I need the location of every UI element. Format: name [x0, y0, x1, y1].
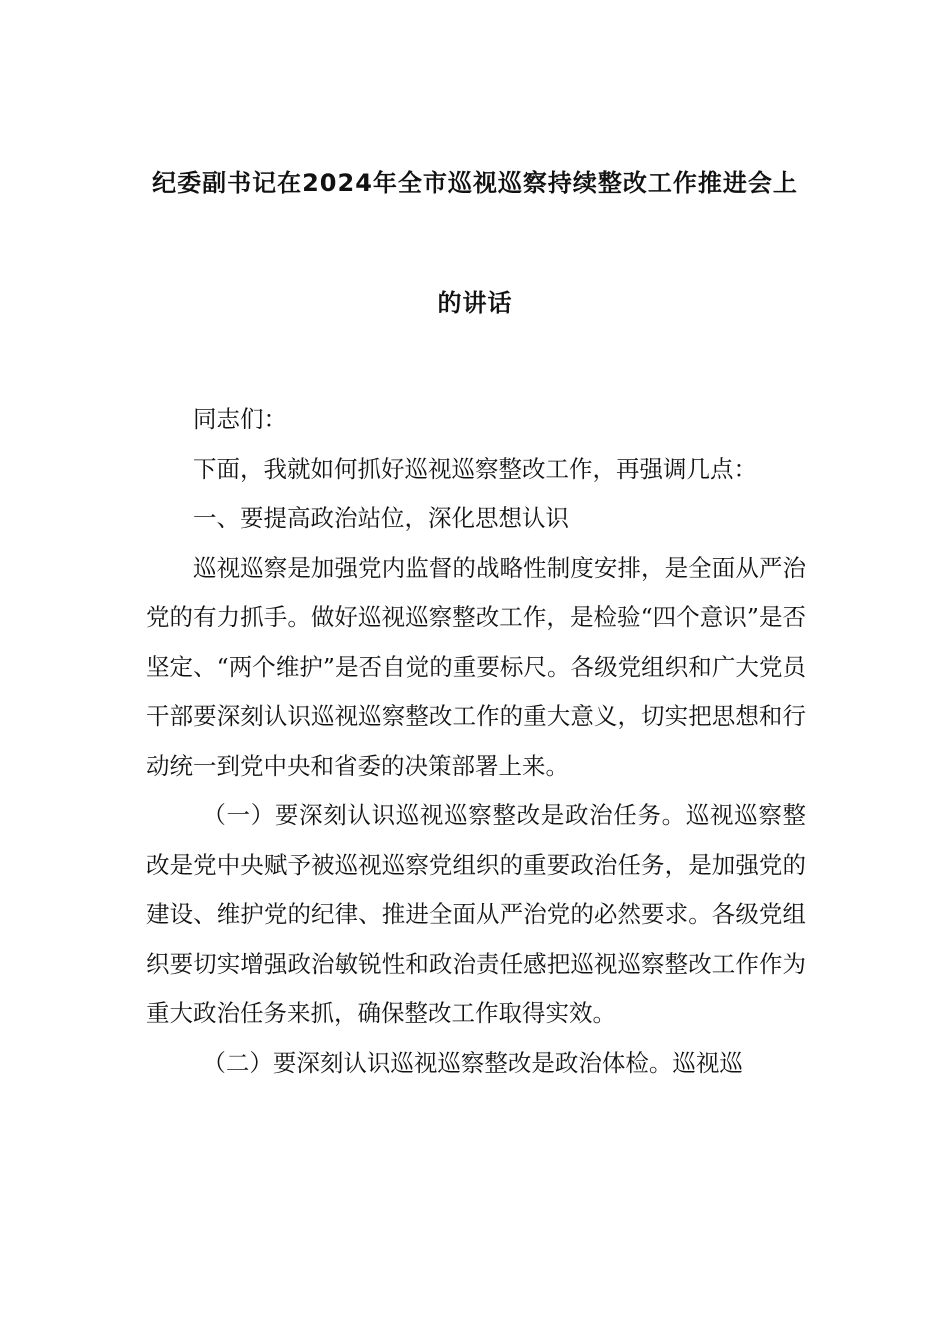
- document-title-line-1: 纪委副书记在2024年全市巡视巡察持续整改工作推进会上: [152, 169, 798, 197]
- document-title-line-2: 的讲话: [437, 289, 513, 317]
- section-heading-1: 一、要提高政治站位，深化思想认识: [193, 504, 569, 532]
- paragraph-2: （一）要深刻认识巡视巡察整改是政治任务。巡视巡察整改是党中央赋予被巡视巡察党组织的重要政治任务，是加强党的建设、维护党的纪律、推进全面从严治党的必然要求。各级党组织要切实增强政治敏锐性和政治责任感把巡视巡察整改工作作为重大政治任务来抓，确保整改工作取得实效。: [146, 801, 806, 1027]
- document-body: [146, 395, 806, 1088]
- intro-paragraph: 下面，我就如何抓好巡视巡察整改工作，再强调几点：: [193, 454, 757, 483]
- paragraph-1: 巡视巡察是加强党内监督的战略性制度安排，是全面从严治党的有力抓手。做好巡视巡察整改工作，是检验“四个意识”是否坚定、“两个维护”是否自觉的重要标尺。各级党组织和广大党员干部要深刻认识巡视巡察整改工作的重大意义，切实把思想和行动统一到党中央和省委的决策部署上来。: [146, 553, 806, 780]
- paragraph-3: （二）要深刻认识巡视巡察整改是政治体检。巡视巡: [202, 1048, 743, 1077]
- salutation: 同志们：: [193, 405, 287, 433]
